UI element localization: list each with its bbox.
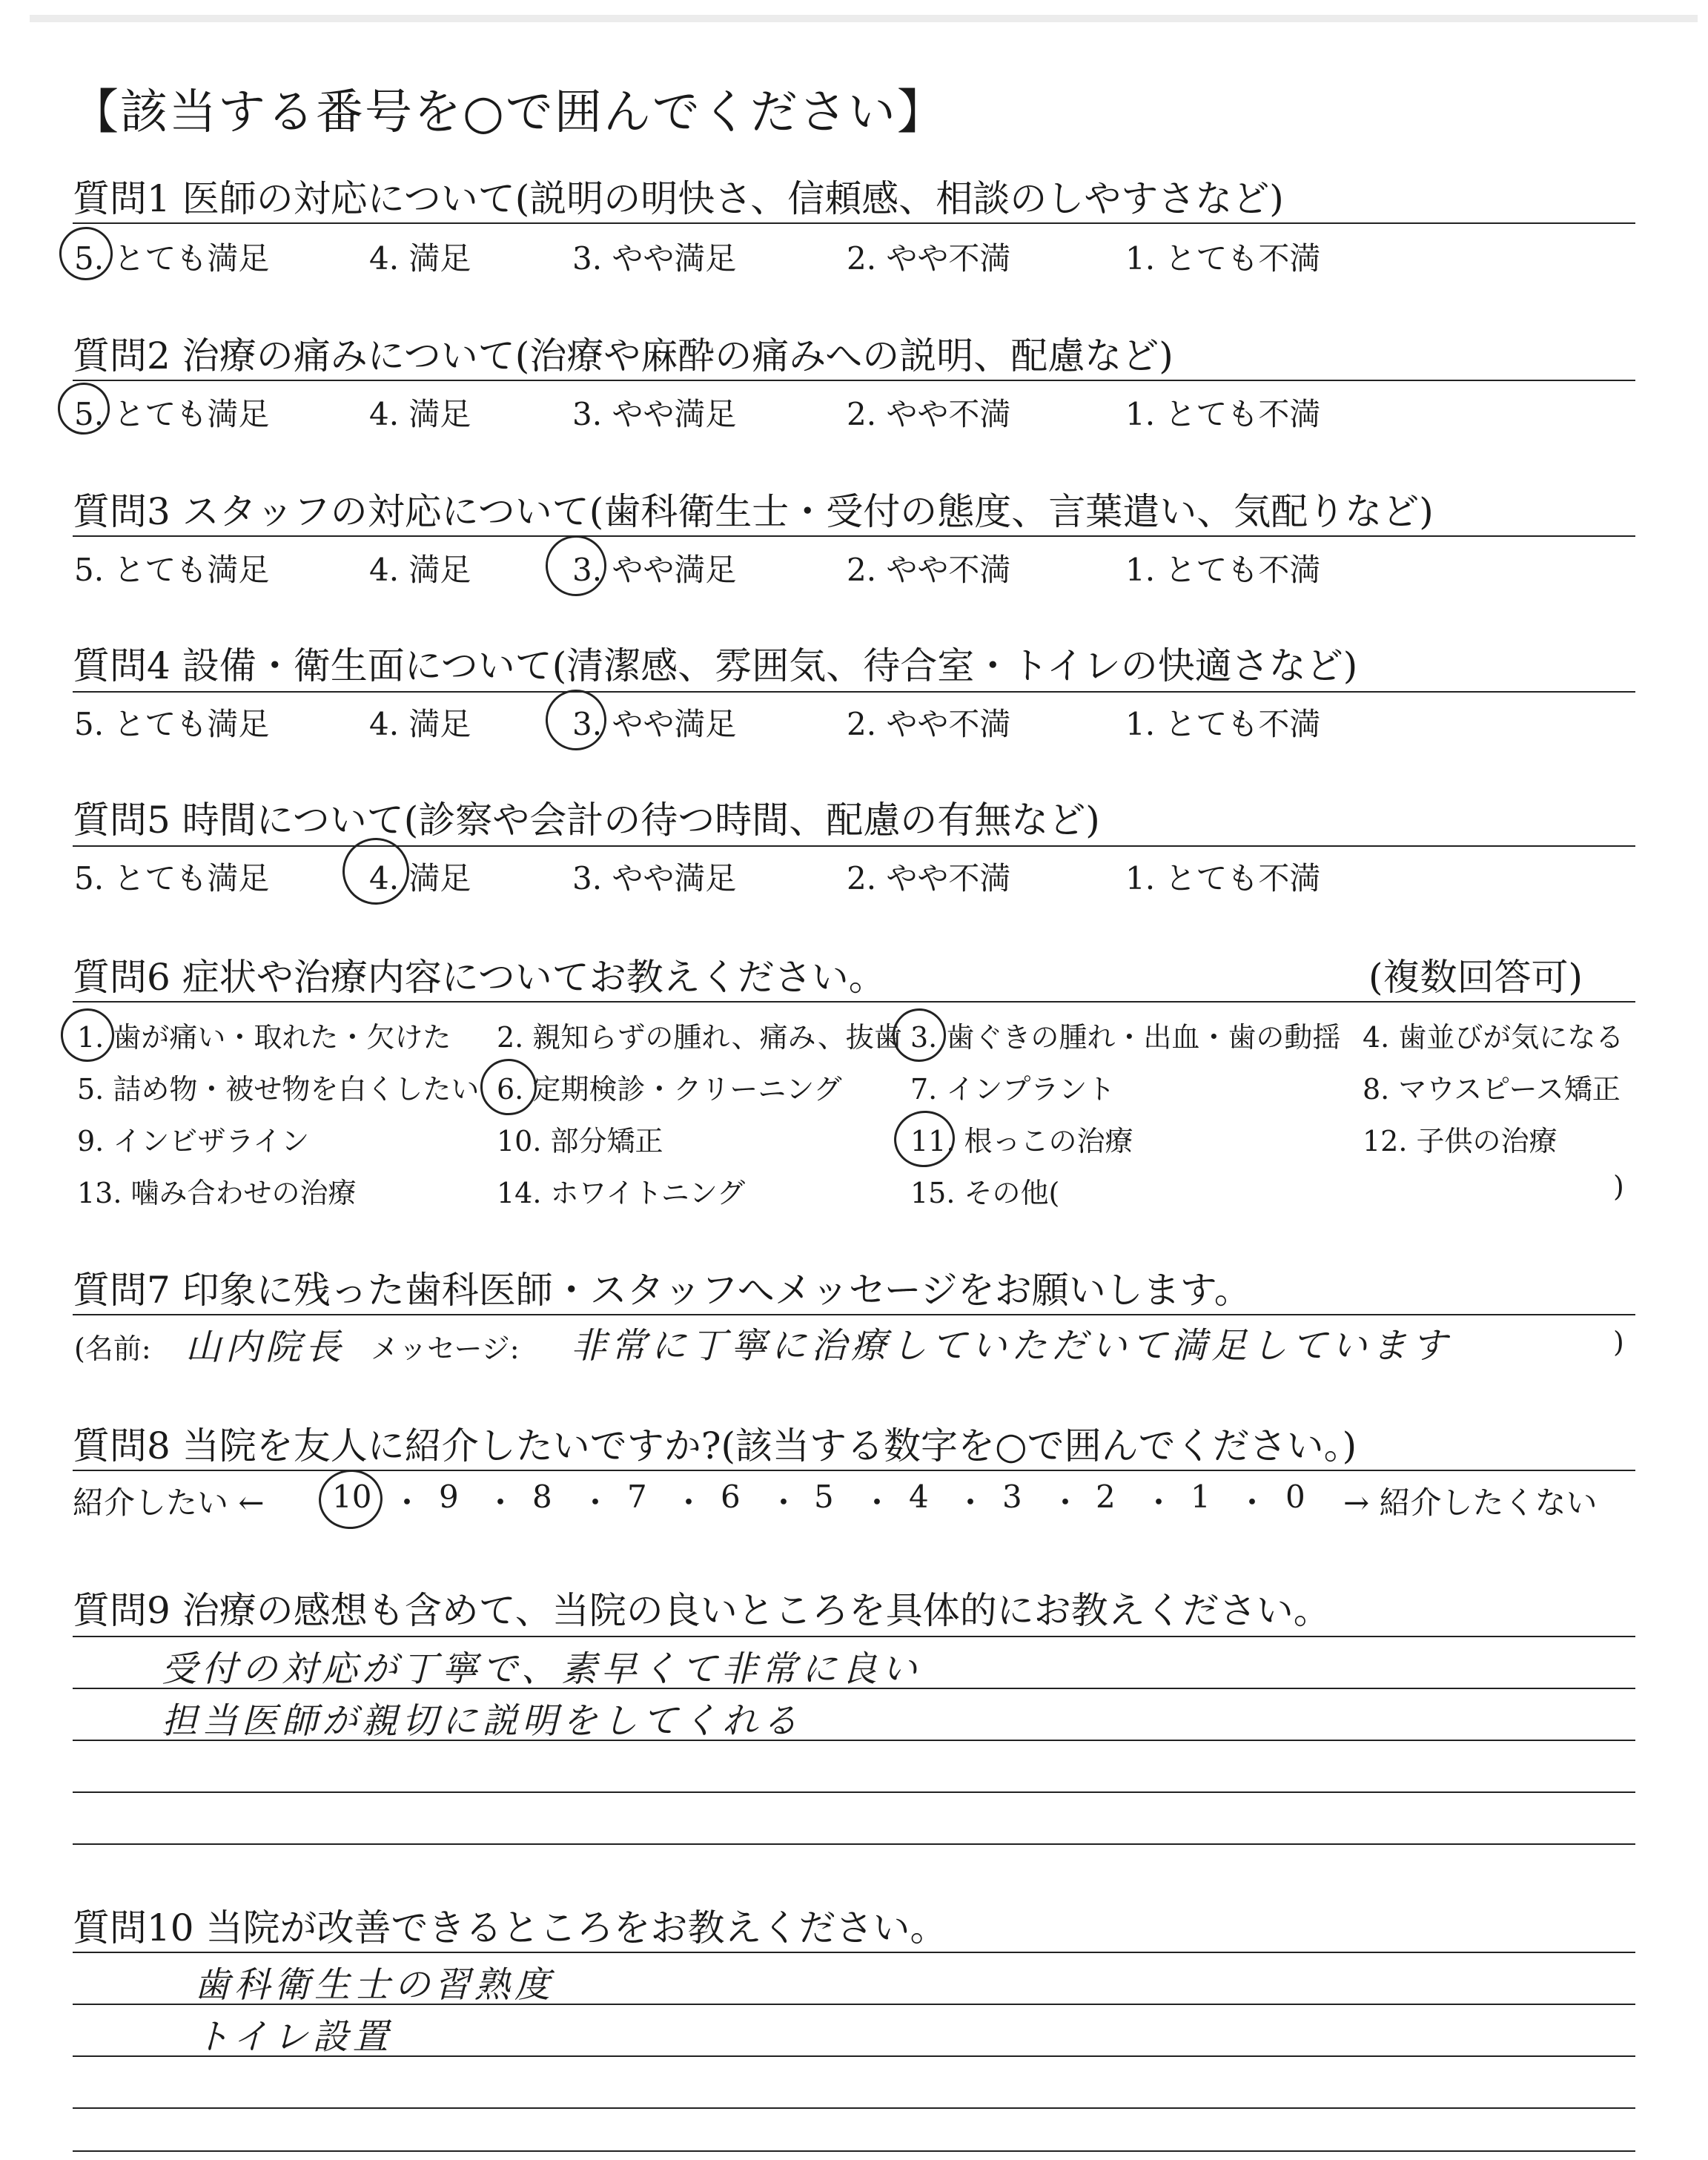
question-6-title: 質問6 症状や治療内容についてお教えください。 <box>73 956 886 999</box>
q7-close-paren: ) <box>1613 1326 1624 1358</box>
q6-other-close-paren: ) <box>1613 1170 1624 1203</box>
q5-option-4[interactable]: 4. 満足 <box>369 860 471 896</box>
q1-option-1[interactable]: 1. とても不満 <box>1125 240 1321 277</box>
q6-option-9[interactable]: 9. インビザライン <box>77 1125 310 1157</box>
q6-option-11[interactable]: 11. 根っこの治療 <box>910 1125 1133 1157</box>
q8-separator: ・ <box>861 1484 893 1521</box>
q8-scale-6[interactable]: 6 <box>721 1479 741 1515</box>
q6-selection-circle-6 <box>477 1055 540 1119</box>
question-2-rule <box>73 380 1635 381</box>
q10-line-1 <box>73 1952 1635 1953</box>
q4-option-1[interactable]: 1. とても不満 <box>1125 706 1321 742</box>
question-1-rule <box>73 222 1635 224</box>
q8-scale-7[interactable]: 7 <box>627 1479 647 1515</box>
q8-separator: ・ <box>485 1484 517 1521</box>
q6-selection-circle-11 <box>890 1107 959 1172</box>
q10-answer-line-2[interactable]: トイレ設置 <box>194 2016 393 2058</box>
q1-option-4[interactable]: 4. 満足 <box>369 240 471 277</box>
q9-line-1 <box>73 1636 1635 1637</box>
q8-scale-4[interactable]: 4 <box>909 1479 929 1515</box>
q1-option-5[interactable]: 5. とても満足 <box>74 240 270 277</box>
q2-option-2[interactable]: 2. やや不満 <box>847 396 1011 432</box>
q6-option-14[interactable]: 14. ホワイトニング <box>497 1177 746 1209</box>
q8-separator: ・ <box>1237 1484 1268 1521</box>
q8-scale-9[interactable]: 9 <box>439 1479 459 1515</box>
q5-option-3[interactable]: 3. やや満足 <box>572 860 737 896</box>
q8-selection-circle <box>315 1465 386 1533</box>
q8-left-label: 紹介したい ← <box>73 1484 265 1521</box>
q6-option-2[interactable]: 2. 親知らずの腫れ、痛み、抜歯 <box>497 1021 902 1054</box>
q9-answer-line-2[interactable]: 担当医師が親切に説明をしてくれる <box>162 1700 803 1742</box>
scan-top-edge <box>30 15 1698 22</box>
q4-option-3[interactable]: 3. やや満足 <box>572 706 737 742</box>
q8-scale-8[interactable]: 8 <box>532 1479 552 1515</box>
q6-option-6[interactable]: 6. 定期検診・クリーニング <box>497 1073 842 1106</box>
question-4-rule <box>73 691 1635 693</box>
q8-scale-5[interactable]: 5 <box>814 1479 834 1515</box>
question-8-rule <box>73 1470 1635 1471</box>
q2-option-1[interactable]: 1. とても不満 <box>1125 396 1321 432</box>
q8-scale-3[interactable]: 3 <box>1002 1479 1022 1515</box>
q7-message-label: メッセージ: <box>371 1332 520 1365</box>
q10-line-4 <box>73 2107 1635 2109</box>
question-7-title: 質問7 印象に残った歯科医師・スタッフへメッセージをお願いします。 <box>73 1269 1251 1312</box>
q1-option-3[interactable]: 3. やや満足 <box>572 240 737 277</box>
q10-answer-line-1[interactable]: 歯科衛生士の習熟度 <box>194 1964 555 2006</box>
q7-message-handwritten[interactable]: 非常に丁寧に治療していただいて満足しています <box>571 1325 1452 1367</box>
q6-option-13[interactable]: 13. 噛み合わせの治療 <box>77 1177 357 1209</box>
q9-answer-line-1[interactable]: 受付の対応が丁寧で、素早くて非常に良い <box>162 1648 922 1690</box>
question-6-note: (複数回答可) <box>1368 956 1583 999</box>
q6-option-3[interactable]: 3. 歯ぐきの腫れ・出血・歯の動揺 <box>910 1021 1341 1054</box>
q8-separator: ・ <box>768 1484 800 1521</box>
q6-option-7[interactable]: 7. インプラント <box>910 1073 1116 1106</box>
q9-line-4 <box>73 1791 1635 1793</box>
question-2-title: 質問2 治療の痛みについて(治療や麻酔の痛みへの説明、配慮など) <box>73 334 1174 377</box>
q8-right-label: → 紹介したくない <box>1343 1484 1598 1521</box>
question-3-rule <box>73 535 1635 537</box>
question-5-title: 質問5 時間について(診察や会計の待つ時間、配慮の有無など) <box>73 799 1100 842</box>
q1-option-2[interactable]: 2. やや不満 <box>847 240 1011 277</box>
q4-option-2[interactable]: 2. やや不満 <box>847 706 1011 742</box>
q8-scale-0[interactable]: 0 <box>1285 1479 1305 1515</box>
question-10-title: 質問10 当院が改善できるところをお教えください。 <box>73 1906 947 1949</box>
q7-name-handwritten[interactable]: 山内院長 <box>185 1327 346 1368</box>
q6-option-15[interactable]: 15. その他( <box>910 1177 1060 1209</box>
q6-option-4[interactable]: 4. 歯並びが気になる <box>1363 1021 1624 1054</box>
q10-line-5 <box>73 2150 1635 2152</box>
q6-option-8[interactable]: 8. マウスピース矯正 <box>1363 1073 1621 1106</box>
q6-option-1[interactable]: 1. 歯が痛い・取れた・欠けた <box>77 1021 451 1054</box>
q8-separator: ・ <box>955 1484 987 1521</box>
q3-option-4[interactable]: 4. 満足 <box>369 552 471 588</box>
q6-option-5[interactable]: 5. 詰め物・被せ物を白くしたい <box>77 1073 480 1106</box>
q7-name-label: (名前: <box>74 1332 151 1365</box>
q2-option-4[interactable]: 4. 満足 <box>369 396 471 432</box>
q3-option-3[interactable]: 3. やや満足 <box>572 552 737 588</box>
question-1-title: 質問1 医師の対応について(説明の明快さ、信頼感、相談のしやすさなど) <box>73 177 1284 220</box>
q8-scale-10[interactable]: 10 <box>332 1479 372 1515</box>
q5-option-1[interactable]: 1. とても不満 <box>1125 860 1321 896</box>
q8-separator: ・ <box>580 1484 612 1521</box>
q6-option-10[interactable]: 10. 部分矯正 <box>497 1125 663 1157</box>
question-7-rule <box>73 1314 1635 1315</box>
q4-option-4[interactable]: 4. 満足 <box>369 706 471 742</box>
q2-option-3[interactable]: 3. やや満足 <box>572 396 737 432</box>
q8-separator: ・ <box>1143 1484 1175 1521</box>
question-9-title: 質問9 治療の感想も含めて、当院の良いところを具体的にお教えください。 <box>73 1589 1331 1632</box>
q3-option-1[interactable]: 1. とても不満 <box>1125 552 1321 588</box>
question-3-title: 質問3 スタッフの対応について(歯科衛生士・受付の態度、言葉遣い、気配りなど) <box>73 490 1434 533</box>
q4-option-5[interactable]: 5. とても満足 <box>74 706 270 742</box>
q8-separator: ・ <box>391 1484 423 1521</box>
q3-option-5[interactable]: 5. とても満足 <box>74 552 270 588</box>
question-5-rule <box>73 845 1635 847</box>
q9-line-5 <box>73 1843 1635 1845</box>
q5-option-2[interactable]: 2. やや不満 <box>847 860 1011 896</box>
q8-scale-2[interactable]: 2 <box>1096 1479 1116 1515</box>
question-8-title: 質問8 当院を友人に紹介したいですか?(該当する数字を○で囲んでください。) <box>73 1424 1357 1467</box>
q8-separator: ・ <box>673 1484 705 1521</box>
question-4-title: 質問4 設備・衛生面について(清潔感、雰囲気、待合室・トイレの快適さなど) <box>73 644 1358 687</box>
q5-option-5[interactable]: 5. とても満足 <box>74 860 270 896</box>
q8-separator: ・ <box>1050 1484 1082 1521</box>
question-6-rule <box>73 1001 1635 1003</box>
q8-scale-1[interactable]: 1 <box>1191 1479 1211 1515</box>
q2-option-5[interactable]: 5. とても満足 <box>74 396 270 432</box>
q3-option-2[interactable]: 2. やや不満 <box>847 552 1011 588</box>
form-heading: 【該当する番号を○で囲んでください】 <box>71 85 946 140</box>
q6-option-12[interactable]: 12. 子供の治療 <box>1363 1125 1558 1157</box>
